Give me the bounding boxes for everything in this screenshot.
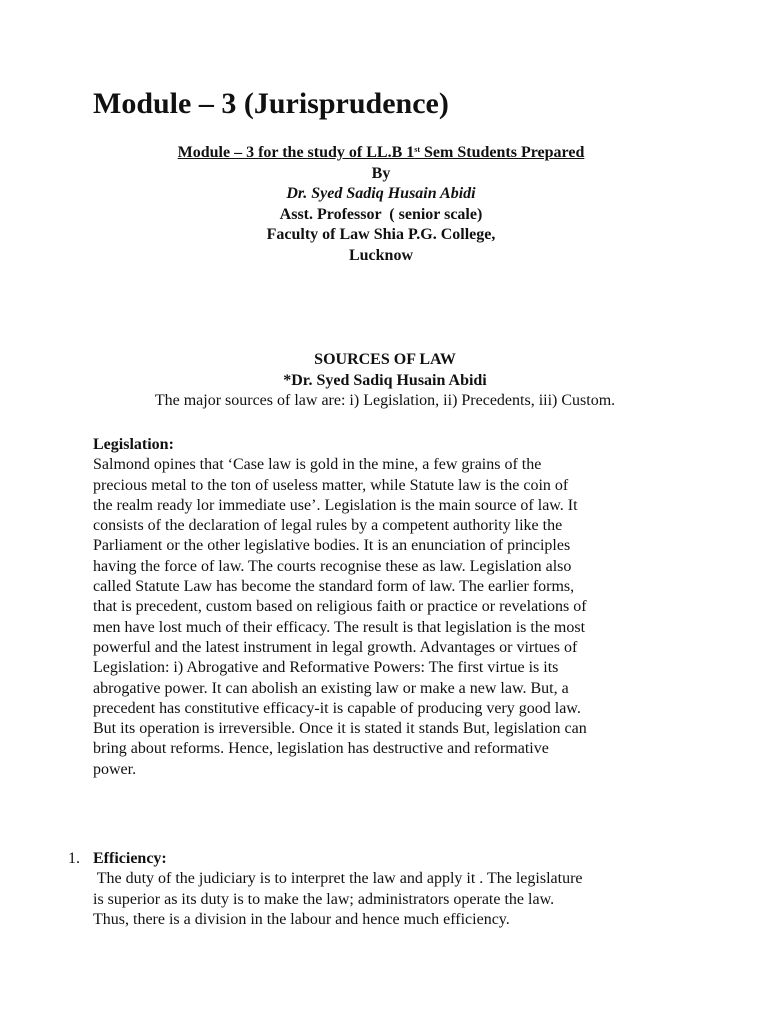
paragraph-line: consists of the declaration of legal rules by a competent authority like the xyxy=(93,517,563,535)
paragraph-line: bring about reforms. Hence, legislation has destructive and reformative xyxy=(93,740,549,758)
legislation-section xyxy=(93,435,677,780)
city-name: Lucknow xyxy=(348,246,414,264)
paragraph-line: men have lost much of their efficacy. The result is that legislation is the most xyxy=(93,618,586,636)
paragraph-line: Legislation: i) Abrogative and Reformative Powers: The first virtue is its xyxy=(93,659,559,677)
faculty-name: Faculty of Law Shia P.G. College, xyxy=(266,226,496,243)
paragraph-line: power. xyxy=(93,760,137,778)
header-block xyxy=(93,140,669,266)
paragraph-line: having the force of law. The courts recognise these as law. Legislation also xyxy=(93,557,572,575)
paragraph-line: the realm ready lor immediate use’. Legislation is the main source of law. It xyxy=(93,496,578,514)
paragraph-line: But its operation is irreversible. Once it is stated it stands But, legislation can xyxy=(93,720,587,738)
efficiency-heading: Efficiency: xyxy=(93,850,167,867)
sources-heading: SOURCES OF LAW xyxy=(314,351,456,368)
paragraph-line: The duty of the judiciary is to interpret the law and apply it . The legislature xyxy=(93,870,583,888)
list-number: 1. xyxy=(68,850,80,867)
paragraph-line: powerful and the latest instrument in legal growth. Advantages or virtues of xyxy=(93,638,578,656)
legislation-heading: Legislation: xyxy=(93,436,174,453)
efficiency-content xyxy=(93,849,678,930)
paragraph-line: precedent has constitutive efficacy-it is capable of producing very good law. xyxy=(93,699,581,717)
paragraph-line: Salmond opines that ‘Case law is gold in the mine, a few grains of the xyxy=(93,456,542,474)
paragraph-line: that is precedent, custom based on religious faith or practice or revelations of xyxy=(93,598,587,616)
paragraph-line: precious metal to the ton of useless matter, while Statute law is the coin of xyxy=(93,476,569,494)
paragraph-line: abrogative power. It can abolish an existing law or make a new law. But, a xyxy=(93,679,569,697)
sources-intro: The major sources of law are: i) Legislation, ii) Precedents, iii) Custom. xyxy=(154,392,616,409)
paragraph-line: Thus, there is a division in the labour and hence much efficiency. xyxy=(93,910,510,928)
subtitle-text: Module – 3 for the study of LL.B 1 xyxy=(177,144,415,161)
sources-section xyxy=(93,350,677,412)
subtitle-text-end: Sem Students Prepared xyxy=(420,144,585,161)
subtitle-superscript: st xyxy=(414,145,421,154)
paragraph-line: is superior as its duty is to make the law; administrators operate the law. xyxy=(93,890,555,908)
by-label: By xyxy=(371,164,391,182)
author-position: Asst. Professor ( senior scale) xyxy=(279,205,483,223)
author-name: Dr. Syed Sadiq Husain Abidi xyxy=(286,185,476,202)
paragraph-line: Parliament or the other legislative bodies. It is an enunciation of principles xyxy=(93,537,571,555)
paragraph-line: called Statute Law has become the standard form of law. The earlier forms, xyxy=(93,578,575,596)
subtitle xyxy=(93,140,669,164)
sources-byline: *Dr. Syed Sadiq Husain Abidi xyxy=(283,371,487,389)
module-title: Module – 3 (Jurisprudence) xyxy=(93,87,449,120)
